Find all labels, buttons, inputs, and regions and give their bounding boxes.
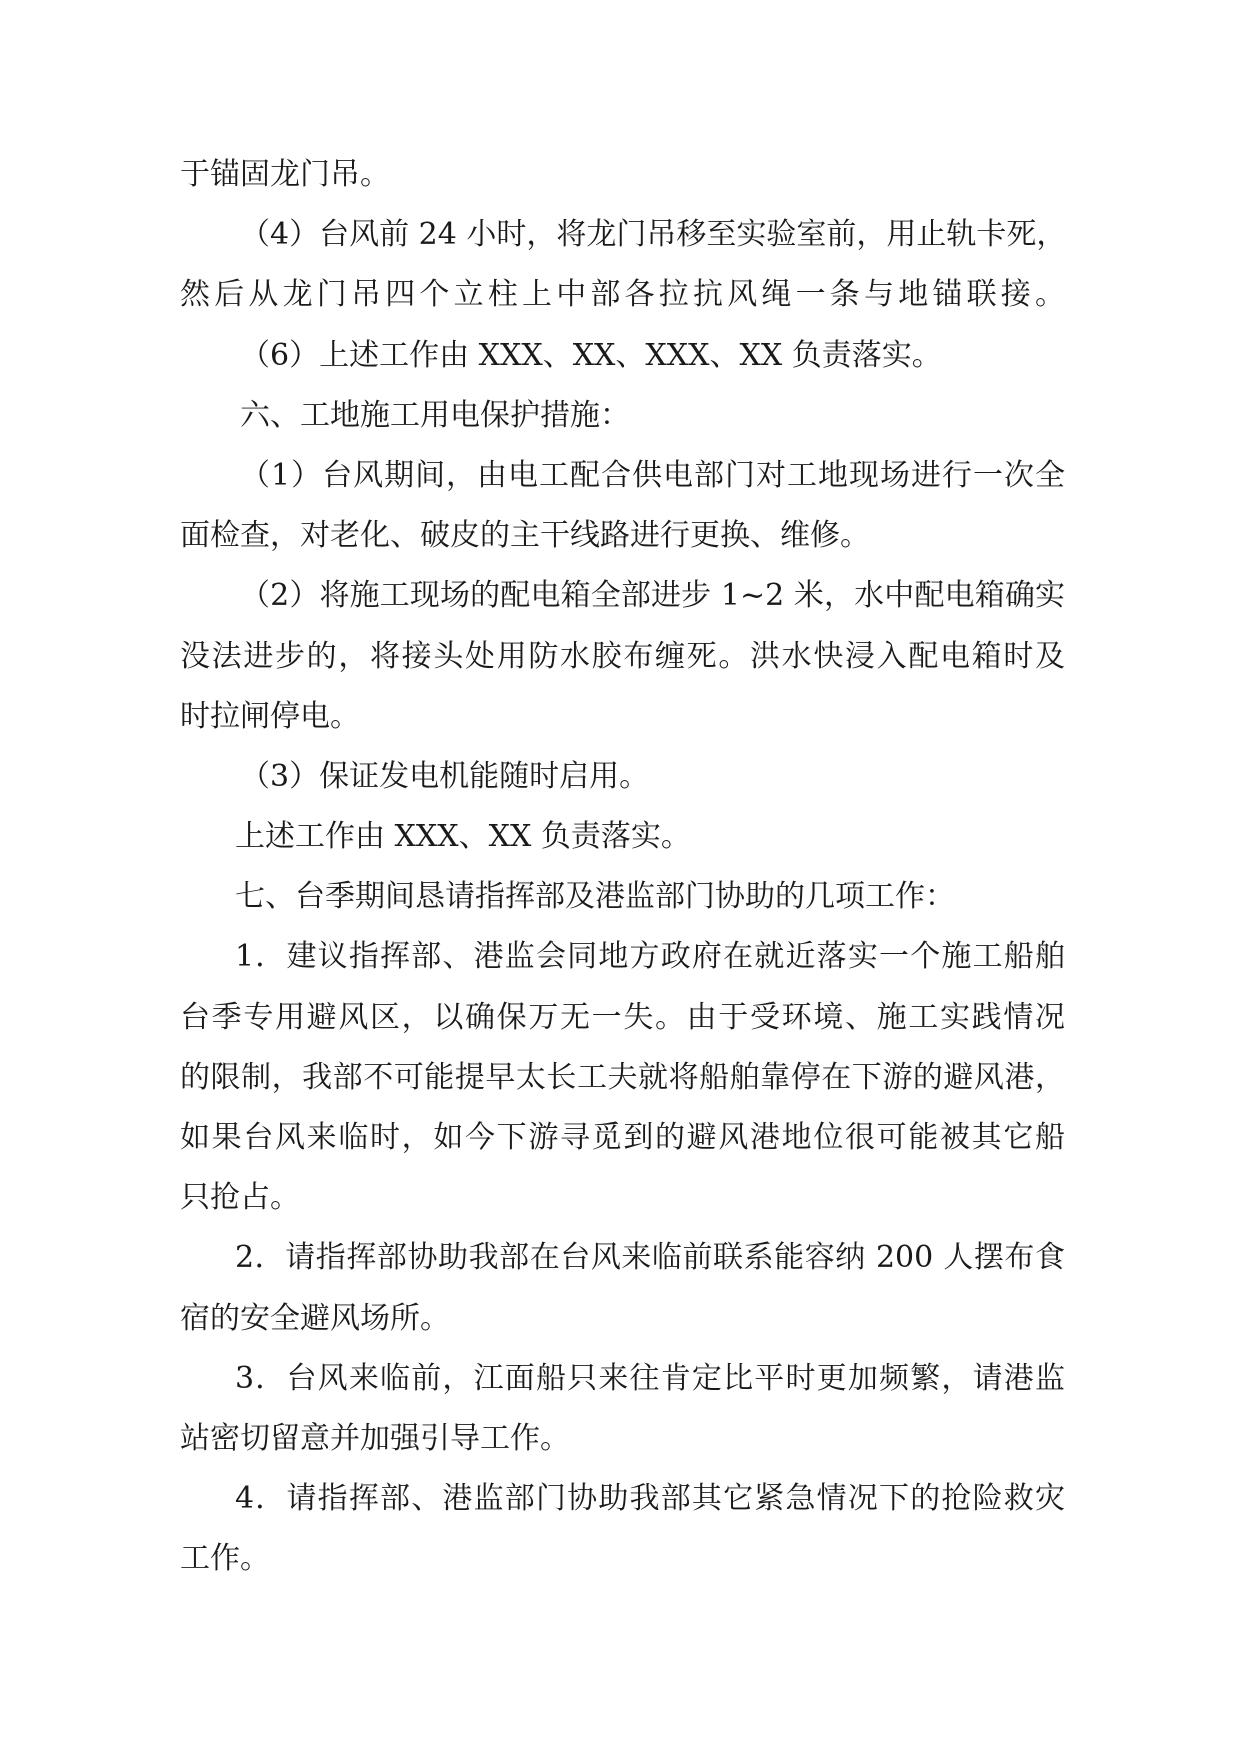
paragraph-line: （1）台风期间，由电工配合供电部门对工地现场进行一次全: [240, 457, 1065, 493]
paragraph-line: （2）将施工现场的配电箱全部进步 1~2 米，水中配电箱确实: [240, 578, 1065, 614]
paragraph-line: 站密切留意并加强引导工作。: [180, 1420, 570, 1456]
paragraph-line: 没法进步的，将接头处用防水胶布缠死。洪水快浸入配电箱时及: [180, 638, 1065, 674]
paragraph-line: 于锚固龙门吊。: [180, 157, 390, 192]
section-heading: 七、台季期间恳请指挥部及港监部门协助的几项工作：: [235, 879, 955, 915]
section-heading: 六、工地施工用电保护措施：: [240, 397, 630, 433]
paragraph-line: 只抢占。: [180, 1180, 300, 1216]
paragraph-line: 4．请指挥部、港监部门协助我部其它紧急情况下的抢险救灾: [235, 1481, 1065, 1517]
paragraph-line: 1．建议指挥部、港监会同地方政府在就近落实一个施工船舶: [235, 939, 1065, 975]
paragraph-line: 台季专用避风区，以确保万无一失。由于受环境、施工实践情况: [180, 999, 1065, 1035]
paragraph-line: 2．请指挥部协助我部在台风来临前联系能容纳 200 人摆布食: [235, 1240, 1065, 1276]
paragraph-line: （3）保证发电机能随时启用。: [240, 758, 650, 794]
paragraph-line: 3．台风来临前，江面船只来往肯定比平时更加频繁，请港监: [235, 1360, 1065, 1396]
paragraph-line: 的限制，我部不可能提早太长工夫就将船舶靠停在下游的避风港，: [180, 1059, 1065, 1095]
paragraph-line: 如果台风来临时，如今下游寻觅到的避风港地位很可能被其它船: [180, 1120, 1065, 1155]
paragraph-line: 宿的安全避风场所。: [180, 1300, 450, 1336]
paragraph-line: 工作。: [180, 1541, 270, 1577]
paragraph-line: 面检查，对老化、破皮的主干线路进行更换、维修。: [180, 518, 870, 554]
paragraph-line: 时拉闸停电。: [180, 698, 360, 734]
paragraph-line: （6）上述工作由 XXX、XX、XXX、XX 负责落实。: [240, 337, 942, 373]
document-body: [180, 145, 1065, 1590]
paragraph-line: 上述工作由 XXX、XX 负责落实。: [235, 819, 691, 855]
paragraph-line: （4）台风前 24 小时，将龙门吊移至实验室前，用止轨卡死，: [240, 217, 1067, 253]
paragraph-line: 然后从龙门吊四个立柱上中部各拉抗风绳一条与地锚联接。: [180, 277, 1065, 313]
